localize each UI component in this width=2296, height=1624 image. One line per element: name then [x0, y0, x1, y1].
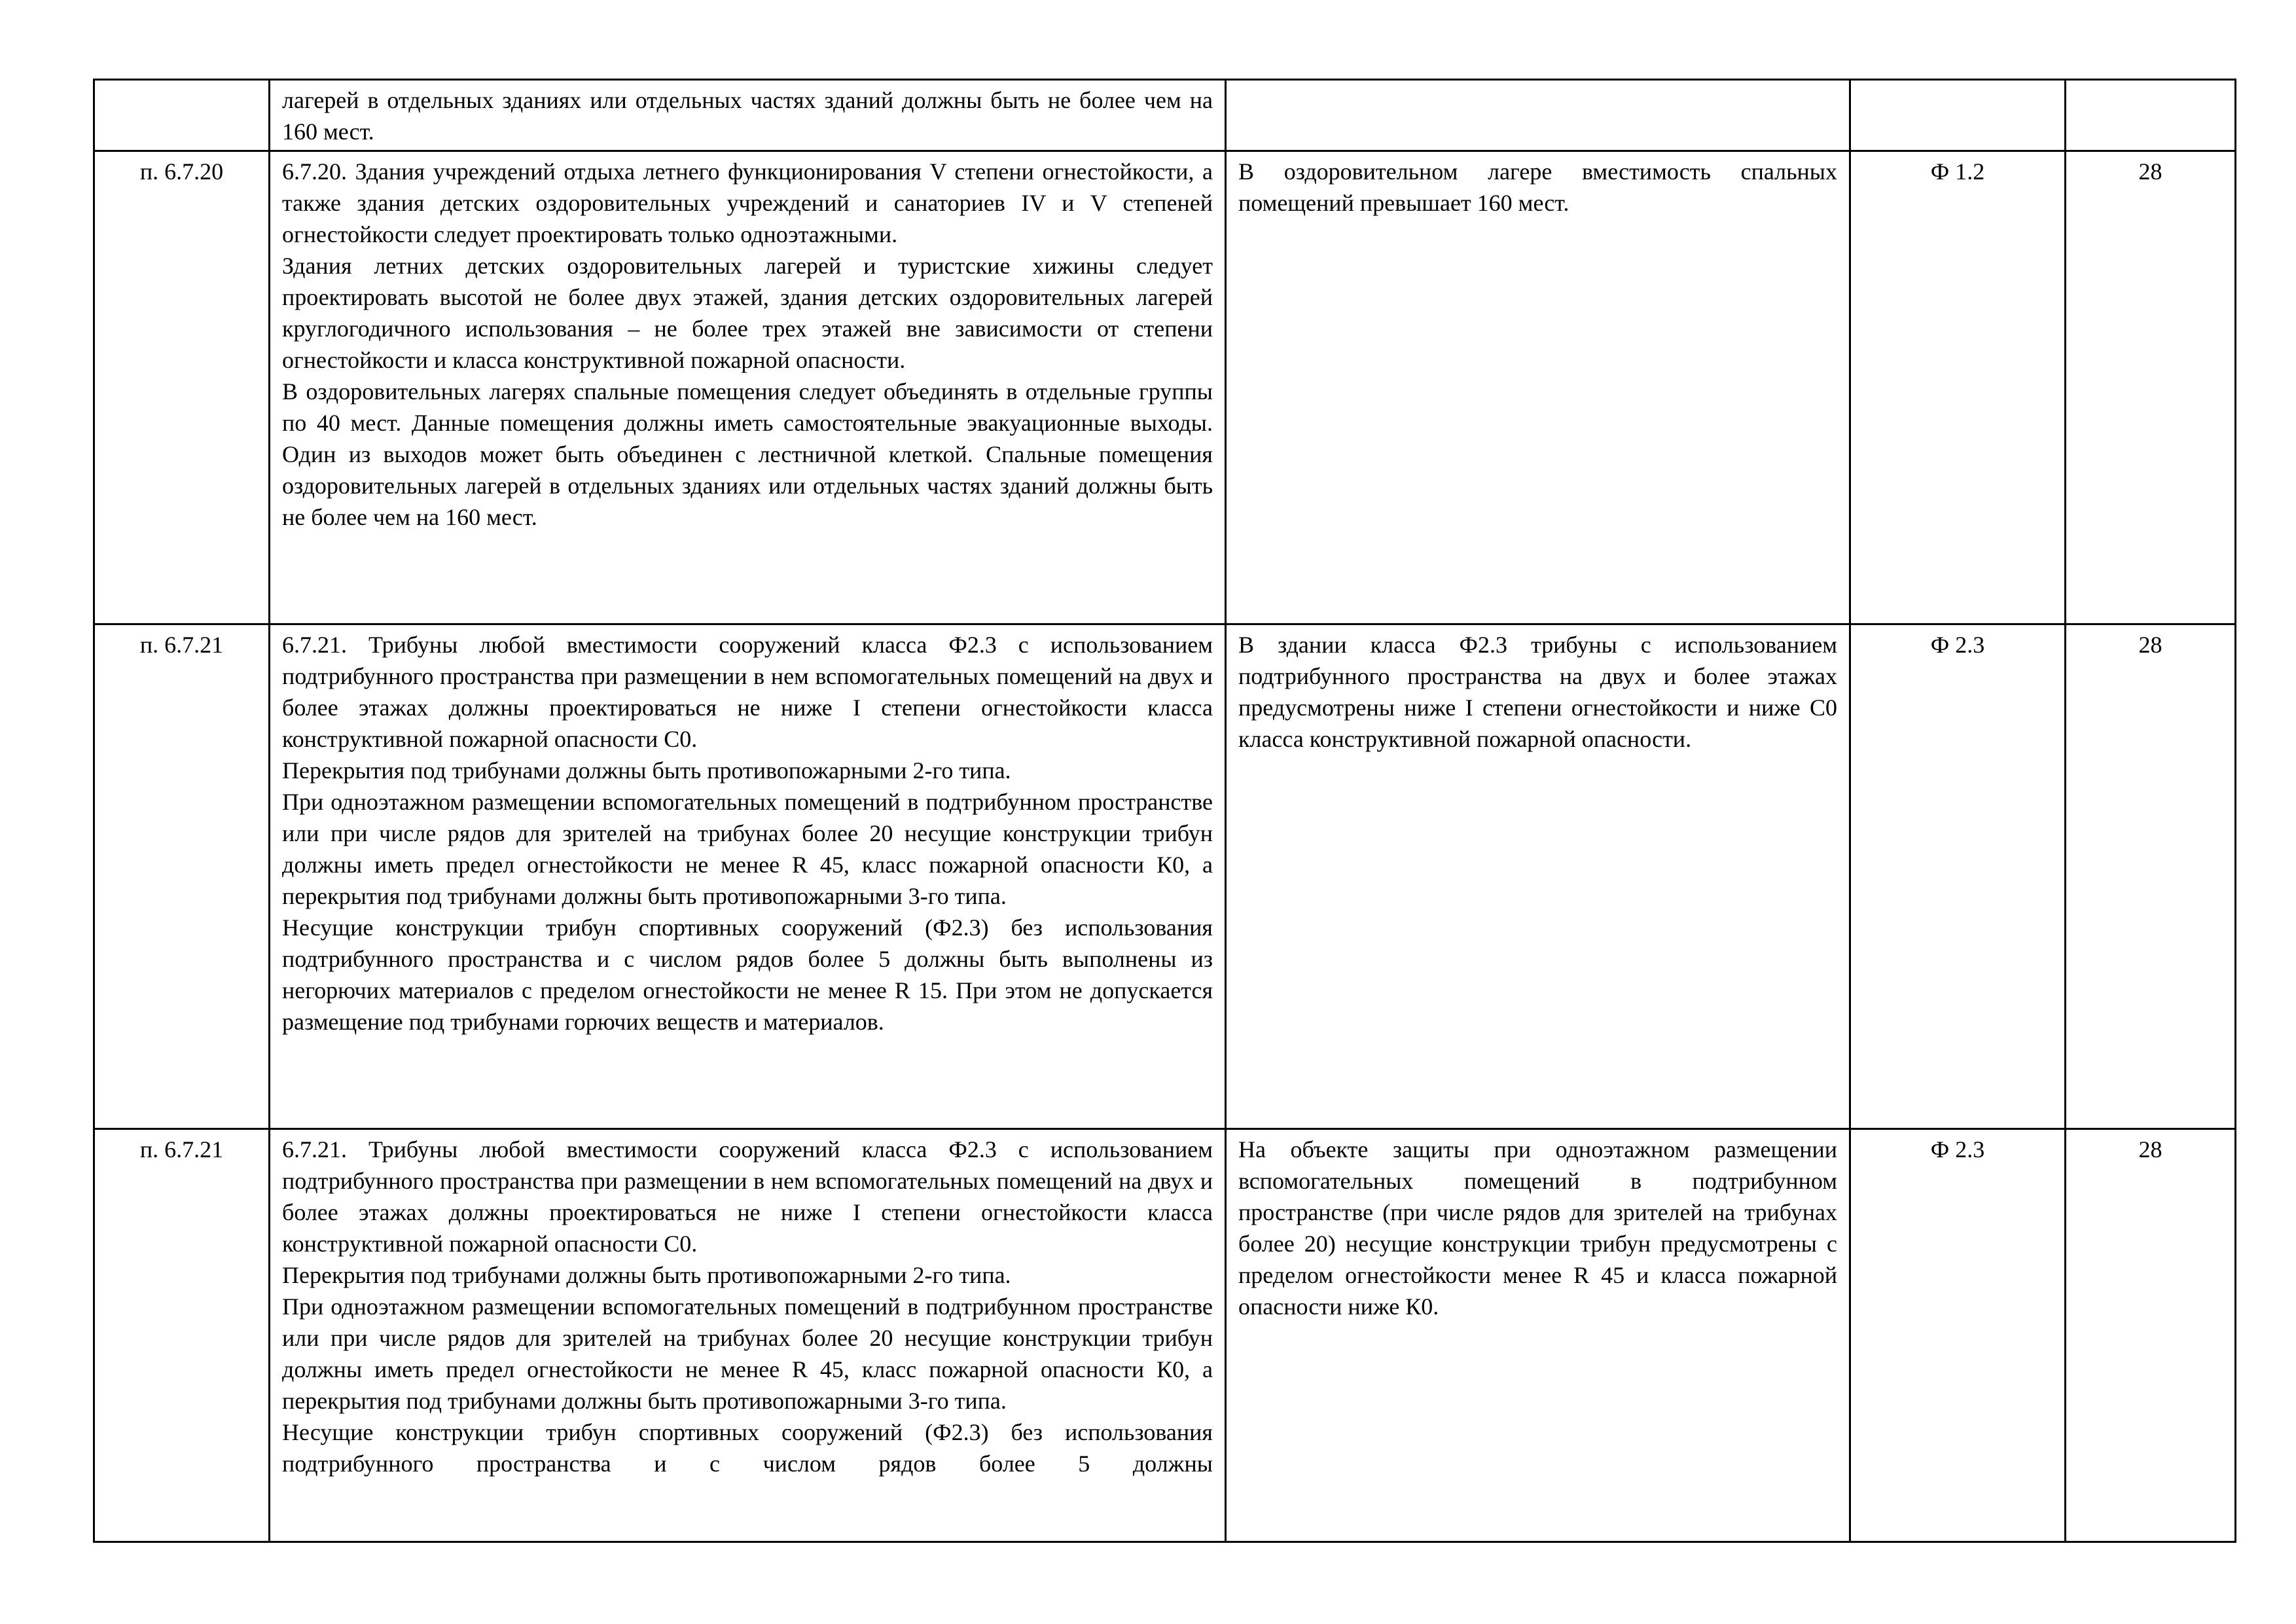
violation-text-cell: На объекте защиты при одноэтажном размещении вспомогательных помещений в подтрибунном пространстве (при числе рядов для зрителей на трибунах более 20) несущие конструкции трибун предусмотрены с пределом огнестойкости менее R 45 и класса пожарной опасности ниже К0. [1226, 1129, 1850, 1542]
requirement-text-cell [270, 151, 1226, 624]
table-row [94, 624, 2236, 1129]
building-class-cell: Ф 2.3 [1850, 624, 2066, 1129]
building-class-cell: Ф 1.2 [1850, 151, 2066, 624]
requirement-paragraph: Несущие конструкции трибун спортивных сооружений (Ф2.3) без использования подтрибунного пространства и с числом рядов более 5 должны быть выполнены из негорючих материалов с пределом огнестойкости не менее R 15. При этом не допускается размещение под трибунами горючих веществ и материалов. [282, 914, 1213, 1035]
clause-ref-cell: п. 6.7.21 [94, 1129, 270, 1542]
requirement-text-cell [270, 80, 1226, 151]
requirement-paragraph: 6.7.21. Трибуны любой вместимости сооружений класса Ф2.3 с использованием подтрибунного пространства при размещении в нем вспомогательных помещений на двух и более этажах должны проектироваться не ниже I степени огнестойкости класса конструктивной пожарной опасности С0. [282, 1136, 1213, 1257]
table-row [94, 151, 2236, 624]
table-row [94, 1129, 2236, 1542]
clause-ref-cell: п. 6.7.20 [94, 151, 270, 624]
violation-text-cell [1226, 80, 1850, 151]
clause-ref-cell: п. 6.7.21 [94, 624, 270, 1129]
requirement-paragraph: При одноэтажном размещении вспомогательных помещений в подтрибунном пространстве или при числе рядов для зрителей на трибунах более 20 несущие конструкции трибун должны иметь предел огнестойкости не менее R 45, класс пожарной опасности К0, а перекрытия под трибунами должны быть противопожарными 3-го типа. [282, 1293, 1213, 1414]
page-number-cell: 28 [2066, 151, 2236, 624]
building-class-cell: Ф 2.3 [1850, 1129, 2066, 1542]
page-number-cell: 28 [2066, 1129, 2236, 1542]
building-class-cell [1850, 80, 2066, 151]
requirement-text-cell [270, 624, 1226, 1129]
requirement-text-cell [270, 1129, 1226, 1542]
page-number-cell: 28 [2066, 624, 2236, 1129]
requirement-paragraph: лагерей в отдельных зданиях или отдельных частях зданий должны быть не более чем на 160 мест. [282, 87, 1213, 145]
requirement-paragraph: Здания летних детских оздоровительных лагерей и туристские хижины следует проектировать высотой не более двух этажей, здания детских оздоровительных лагерей круглогодичного использования – не более трех этажей вне зависимости от степени огнестойкости и класса конструктивной пожарной опасности. [282, 253, 1213, 373]
table-row [94, 80, 2236, 151]
violation-text-cell: В здании класса Ф2.3 трибуны с использованием подтрибунного пространства на двух и более этажах предусмотрены ниже I степени огнестойкости и ниже С0 класса конструктивной пожарной опасности. [1226, 624, 1850, 1129]
requirement-paragraph: В оздоровительных лагерях спальные помещения следует объединять в отдельные группы по 40 мест. Данные помещения должны иметь самостоятельные эвакуационные выходы. Один из выходов может быть объединен с лестничной клеткой. Спальные помещения оздоровительных лагерей в отдельных зданиях или отдельных частях зданий должны быть не более чем на 160 мест. [282, 378, 1213, 530]
clause-ref-cell [94, 80, 270, 151]
requirement-paragraph: Несущие конструкции трибун спортивных сооружений (Ф2.3) без использования подтрибунного пространства и с числом рядов более 5 должны [282, 1419, 1213, 1477]
requirement-paragraph: Перекрытия под трибунами должны быть противопожарными 2-го типа. [282, 757, 1011, 784]
requirement-paragraph: 6.7.20. Здания учреждений отдыха летнего функционирования V степени огнестойкости, а также здания детских оздоровительных учреждений и санаториев IV и V степеней огнестойкости следует проектировать только одноэтажными. [282, 158, 1213, 247]
page-number-cell [2066, 80, 2236, 151]
requirements-table [93, 79, 2236, 1543]
violation-text-cell: В оздоровительном лагере вместимость спальных помещений превышает 160 мест. [1226, 151, 1850, 624]
requirement-paragraph: 6.7.21. Трибуны любой вместимости сооружений класса Ф2.3 с использованием подтрибунного пространства при размещении в нем вспомогательных помещений на двух и более этажах должны проектироваться не ниже I степени огнестойкости класса конструктивной пожарной опасности С0. [282, 632, 1213, 752]
requirement-paragraph: При одноэтажном размещении вспомогательных помещений в подтрибунном пространстве или при числе рядов для зрителей на трибунах более 20 несущие конструкции трибун должны иметь предел огнестойкости не менее R 45, класс пожарной опасности К0, а перекрытия под трибунами должны быть противопожарными 3-го типа. [282, 789, 1213, 909]
requirement-paragraph: Перекрытия под трибунами должны быть противопожарными 2-го типа. [282, 1262, 1011, 1288]
